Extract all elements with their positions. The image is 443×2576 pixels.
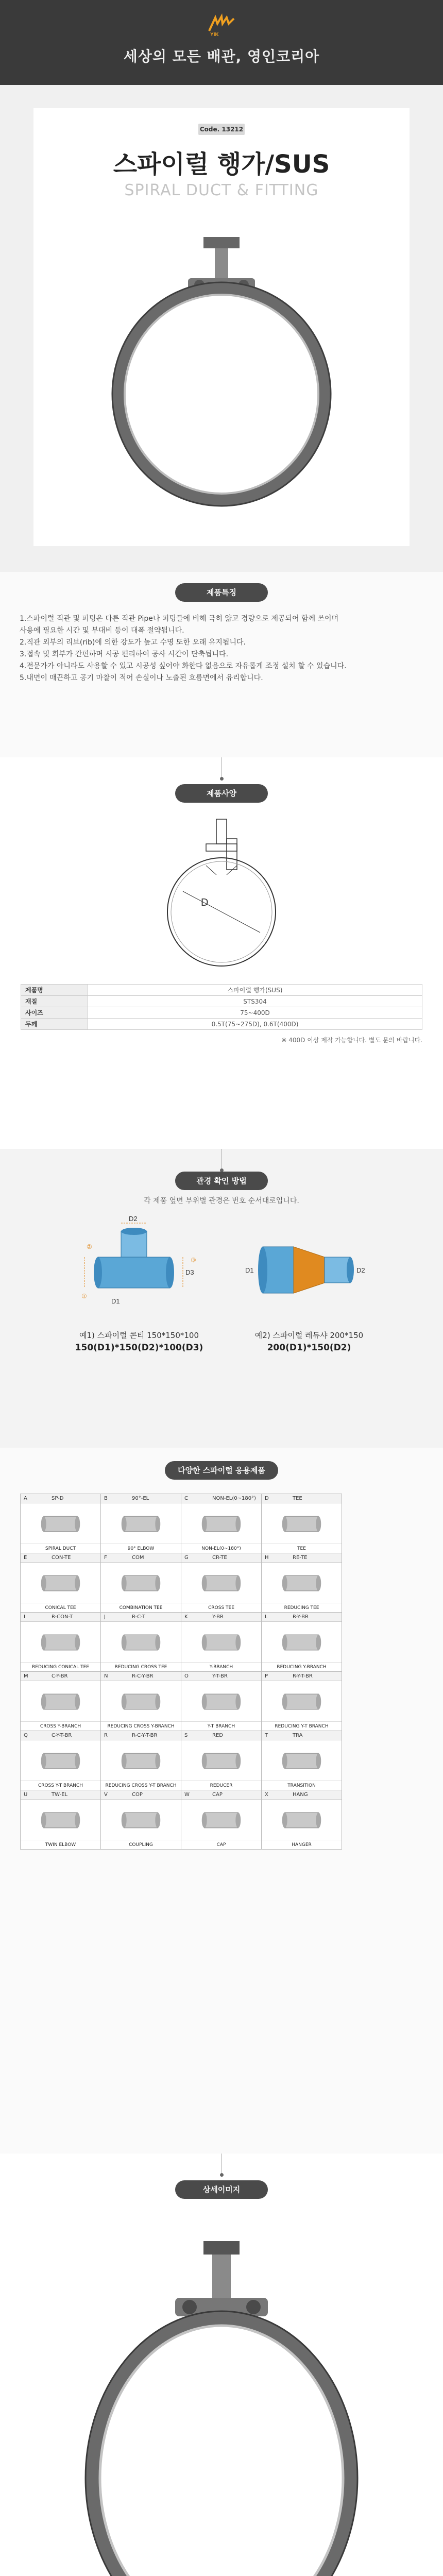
type-abbr: TEE <box>293 1496 302 1501</box>
product-subtitle: SPIRAL DUCT & FITTING <box>124 181 319 199</box>
svg-text:D2: D2 <box>129 1216 138 1223</box>
type-name: REDUCER <box>181 1781 261 1790</box>
type-name: TEE <box>262 1544 342 1553</box>
type-code: Q <box>24 1733 28 1738</box>
hero-banner <box>0 0 443 85</box>
hero-section <box>0 0 443 572</box>
fitting-image <box>101 1563 181 1604</box>
type-code: A <box>24 1496 27 1501</box>
table-row: 제품명 스파이럴 행가(SUS) <box>21 985 422 996</box>
fitting-image <box>181 1563 261 1604</box>
type-name: REDUCING CROSS Y-BRANCH <box>101 1721 181 1731</box>
type-code: K <box>184 1614 188 1620</box>
fitting-image <box>101 1740 181 1782</box>
type-name: TRANSITION <box>262 1781 342 1790</box>
grid-spacer <box>342 1731 422 1790</box>
type-abbr: R-C-Y-BR <box>132 1673 154 1679</box>
type-abbr: R-C-T <box>132 1614 145 1620</box>
product-title: 스파이럴 행가/SUS <box>113 150 330 179</box>
type-name: Y-T BRANCH <box>181 1721 261 1731</box>
product-type-cell <box>181 1553 262 1613</box>
svg-text:①: ① <box>81 1293 87 1300</box>
type-abbr: R-C-Y-T-BR <box>132 1733 158 1738</box>
hero-slogan: 세상의 모든 배관, 영인코리아 <box>123 48 320 65</box>
product-type-cell <box>261 1731 342 1790</box>
feature-item: 2.직관 외부의 리브(rib)에 의한 강도가 높고 수명 또한 오래 유지됩니다. <box>20 638 246 647</box>
types-grid <box>21 1494 422 1850</box>
fitting-image <box>181 1622 261 1663</box>
check-heading: 관경 확인 방법 <box>175 1172 268 1190</box>
type-code: M <box>24 1673 28 1679</box>
type-code: H <box>265 1555 269 1561</box>
product-type-cell <box>261 1553 342 1613</box>
product-type-cell <box>181 1671 262 1731</box>
product-type-cell <box>181 1494 262 1553</box>
fitting-image <box>101 1622 181 1663</box>
reducer-diagram <box>242 1226 376 1314</box>
svg-text:D2: D2 <box>356 1266 365 1274</box>
table-row: 재질 STS304 <box>21 996 422 1007</box>
type-name: CROSS Y-BRANCH <box>21 1721 100 1731</box>
fitting-image <box>262 1740 342 1782</box>
type-abbr: CON-TE <box>52 1555 71 1561</box>
product-type-cell <box>100 1612 181 1672</box>
product-type-cell <box>100 1731 181 1790</box>
type-code: D <box>265 1496 269 1501</box>
svg-text:③: ③ <box>191 1257 196 1264</box>
detail-product-image <box>77 2231 366 2576</box>
check-desc: 각 제품 옆면 부위별 관경은 번호 순서대로입니다. <box>144 1197 299 1205</box>
type-abbr: Y-T-BR <box>212 1673 228 1679</box>
fitting-image <box>181 1681 261 1722</box>
types-heading: 다양한 스파이럴 응용제품 <box>165 1461 278 1480</box>
type-abbr: RE-TE <box>293 1555 308 1561</box>
svg-text:D1: D1 <box>111 1297 120 1305</box>
type-abbr: TW-EL <box>52 1792 68 1798</box>
type-code: B <box>104 1496 108 1501</box>
grid-spacer <box>342 1612 422 1672</box>
fitting-image <box>21 1800 100 1841</box>
product-type-cell <box>100 1553 181 1613</box>
type-name: CONICAL TEE <box>21 1603 100 1612</box>
type-name: Y-BRANCH <box>181 1662 261 1671</box>
type-abbr: RED <box>212 1733 223 1738</box>
fitting-image <box>101 1503 181 1545</box>
spec-heading: 제품사양 <box>175 784 268 803</box>
fitting-image <box>21 1622 100 1663</box>
type-code: L <box>265 1614 268 1620</box>
features-section <box>0 572 443 757</box>
feature-item: 사용에 필요한 시간 및 부대비 등이 대폭 절약됩니다. <box>20 626 184 635</box>
type-code: N <box>104 1673 108 1679</box>
grid-spacer <box>342 1790 422 1850</box>
type-code: G <box>184 1555 189 1561</box>
type-name: REDUCING TEE <box>262 1603 342 1612</box>
fitting-image <box>181 1740 261 1782</box>
type-name: REDUCING CONICAL TEE <box>21 1662 100 1671</box>
product-type-cell <box>261 1612 342 1672</box>
product-type-cell <box>261 1671 342 1731</box>
fitting-image <box>21 1681 100 1722</box>
type-name: CROSS TEE <box>181 1603 261 1612</box>
type-name: COUPLING <box>101 1840 181 1849</box>
product-type-cell <box>261 1790 342 1850</box>
type-abbr: R-CON-T <box>52 1614 73 1620</box>
svg-text:D3: D3 <box>185 1268 194 1276</box>
type-abbr: TRA <box>293 1733 303 1738</box>
type-code: C <box>184 1496 188 1501</box>
type-name: CROSS Y-T BRANCH <box>21 1781 100 1790</box>
fitting-image <box>101 1681 181 1722</box>
type-code: T <box>265 1733 268 1738</box>
detail-section <box>0 2154 443 2576</box>
fitting-image <box>101 1800 181 1841</box>
type-name: CAP <box>181 1840 261 1849</box>
hanger-product-image <box>85 222 358 520</box>
size-check-section <box>0 1149 443 1448</box>
type-name: NON-EL(0~180°) <box>181 1544 261 1553</box>
product-type-cell <box>100 1494 181 1553</box>
type-abbr: COP <box>132 1792 143 1798</box>
reducer-caption: 예2) 스파이럴 레듀샤 200*150 200(D1)*150(D2) <box>254 1331 364 1353</box>
type-name: REDUCING Y-BRANCH <box>262 1662 342 1671</box>
product-type-cell <box>261 1494 342 1553</box>
product-types-section <box>0 1448 443 2154</box>
type-code: S <box>184 1733 188 1738</box>
type-name: SPIRAL DUCT <box>21 1544 100 1553</box>
type-name: 90° ELBOW <box>101 1544 181 1553</box>
table-row: 두께 0.5T(75~275D), 0.6T(400D) <box>21 1019 422 1030</box>
type-code: P <box>265 1673 268 1679</box>
type-abbr: SP-D <box>52 1496 64 1501</box>
grid-spacer <box>342 1671 422 1731</box>
fitting-image <box>262 1503 342 1545</box>
feature-item: 3.접속 및 회부가 간편하며 시공 편리하여 공사 시간이 단축됩니다. <box>20 650 229 658</box>
feature-item: 1.스파이럴 직관 및 피팅은 다른 직관 Pipe나 피팅들에 비해 극히 얇고 경량으로 제공되어 함께 쓰이며 <box>20 615 339 623</box>
product-type-cell <box>20 1671 101 1731</box>
type-name: REDUCING CROSS Y-T BRANCH <box>101 1781 181 1790</box>
type-abbr: CAP <box>212 1792 223 1798</box>
fitting-image <box>21 1503 100 1545</box>
type-code: R <box>104 1733 108 1738</box>
spec-note: ※ 400D 이상 제작 가능합니다. 별도 문의 바랍니다. <box>281 1037 422 1044</box>
type-code: X <box>265 1792 268 1798</box>
tee-caption: 예1) 스파이럴 콘티 150*150*100 150(D1)*150(D2)*100(D3) <box>75 1331 203 1353</box>
svg-text:D: D <box>201 897 209 908</box>
svg-text:D1: D1 <box>245 1266 254 1274</box>
type-code: O <box>184 1673 189 1679</box>
fitting-image <box>262 1681 342 1722</box>
type-name: REDUCING Y-T BRANCH <box>262 1721 342 1731</box>
fitting-image <box>181 1503 261 1545</box>
product-card <box>33 108 410 546</box>
type-abbr: 90°-EL <box>132 1496 149 1501</box>
spec-section <box>0 757 443 1149</box>
type-abbr: COM <box>132 1555 144 1561</box>
type-abbr: R-Y-T-BR <box>293 1673 313 1679</box>
type-name: COMBINATION TEE <box>101 1603 181 1612</box>
feature-item: 4.전문가가 아니라도 사용할 수 있고 시공성 싶어야 화한다 없음으로 자유롭게 조정 설치 할 수 있습니다. <box>20 662 347 670</box>
type-name: TWIN ELBOW <box>21 1840 100 1849</box>
fitting-image <box>262 1622 342 1663</box>
fitting-image <box>262 1800 342 1841</box>
fitting-image <box>21 1563 100 1604</box>
product-type-cell <box>20 1553 101 1613</box>
type-abbr: C-Y-T-BR <box>52 1733 72 1738</box>
type-code: J <box>104 1614 106 1620</box>
brand-logo-icon <box>206 11 237 37</box>
type-abbr: Y-BR <box>212 1614 224 1620</box>
type-code: F <box>104 1555 107 1561</box>
product-type-cell <box>181 1731 262 1790</box>
type-abbr: HANG <box>293 1792 308 1798</box>
table-row: 사이즈 75~400D <box>21 1007 422 1019</box>
fitting-image <box>181 1800 261 1841</box>
fitting-image <box>21 1740 100 1782</box>
type-abbr: C-Y-BR <box>52 1673 68 1679</box>
svg-text:②: ② <box>87 1243 92 1250</box>
product-type-cell <box>20 1494 101 1553</box>
product-type-cell <box>100 1790 181 1850</box>
product-type-cell <box>20 1612 101 1672</box>
detail-heading: 상세이미지 <box>175 2180 268 2199</box>
type-abbr: R-Y-BR <box>293 1614 309 1620</box>
svg-text:YIK: YIK <box>210 32 219 37</box>
type-code: U <box>24 1792 28 1798</box>
type-abbr: NON-EL(0~180°) <box>212 1496 256 1501</box>
product-type-cell <box>181 1790 262 1850</box>
tee-diagram <box>77 1216 201 1319</box>
product-type-cell <box>20 1790 101 1850</box>
type-code: W <box>184 1792 190 1798</box>
feature-item: 5.내면이 매끈하고 공기 마찰이 적어 손실이나 노출된 흐름면에서 유리합니다. <box>20 674 263 682</box>
grid-spacer <box>342 1494 422 1553</box>
product-type-cell <box>181 1612 262 1672</box>
product-code-badge: Code. 13212 <box>198 124 245 135</box>
features-heading: 제품특징 <box>175 583 268 602</box>
type-name: HANGER <box>262 1840 342 1849</box>
fitting-image <box>262 1563 342 1604</box>
grid-spacer <box>342 1553 422 1613</box>
spec-table <box>21 984 422 1030</box>
type-code: E <box>24 1555 27 1561</box>
type-abbr: CR-TE <box>212 1555 227 1561</box>
spec-diagram <box>139 814 304 969</box>
type-code: I <box>24 1614 25 1620</box>
features-list <box>20 613 347 684</box>
type-name: REDUCING CROSS TEE <box>101 1662 181 1671</box>
type-code: V <box>104 1792 108 1798</box>
product-type-cell <box>100 1671 181 1731</box>
product-type-cell <box>20 1731 101 1790</box>
